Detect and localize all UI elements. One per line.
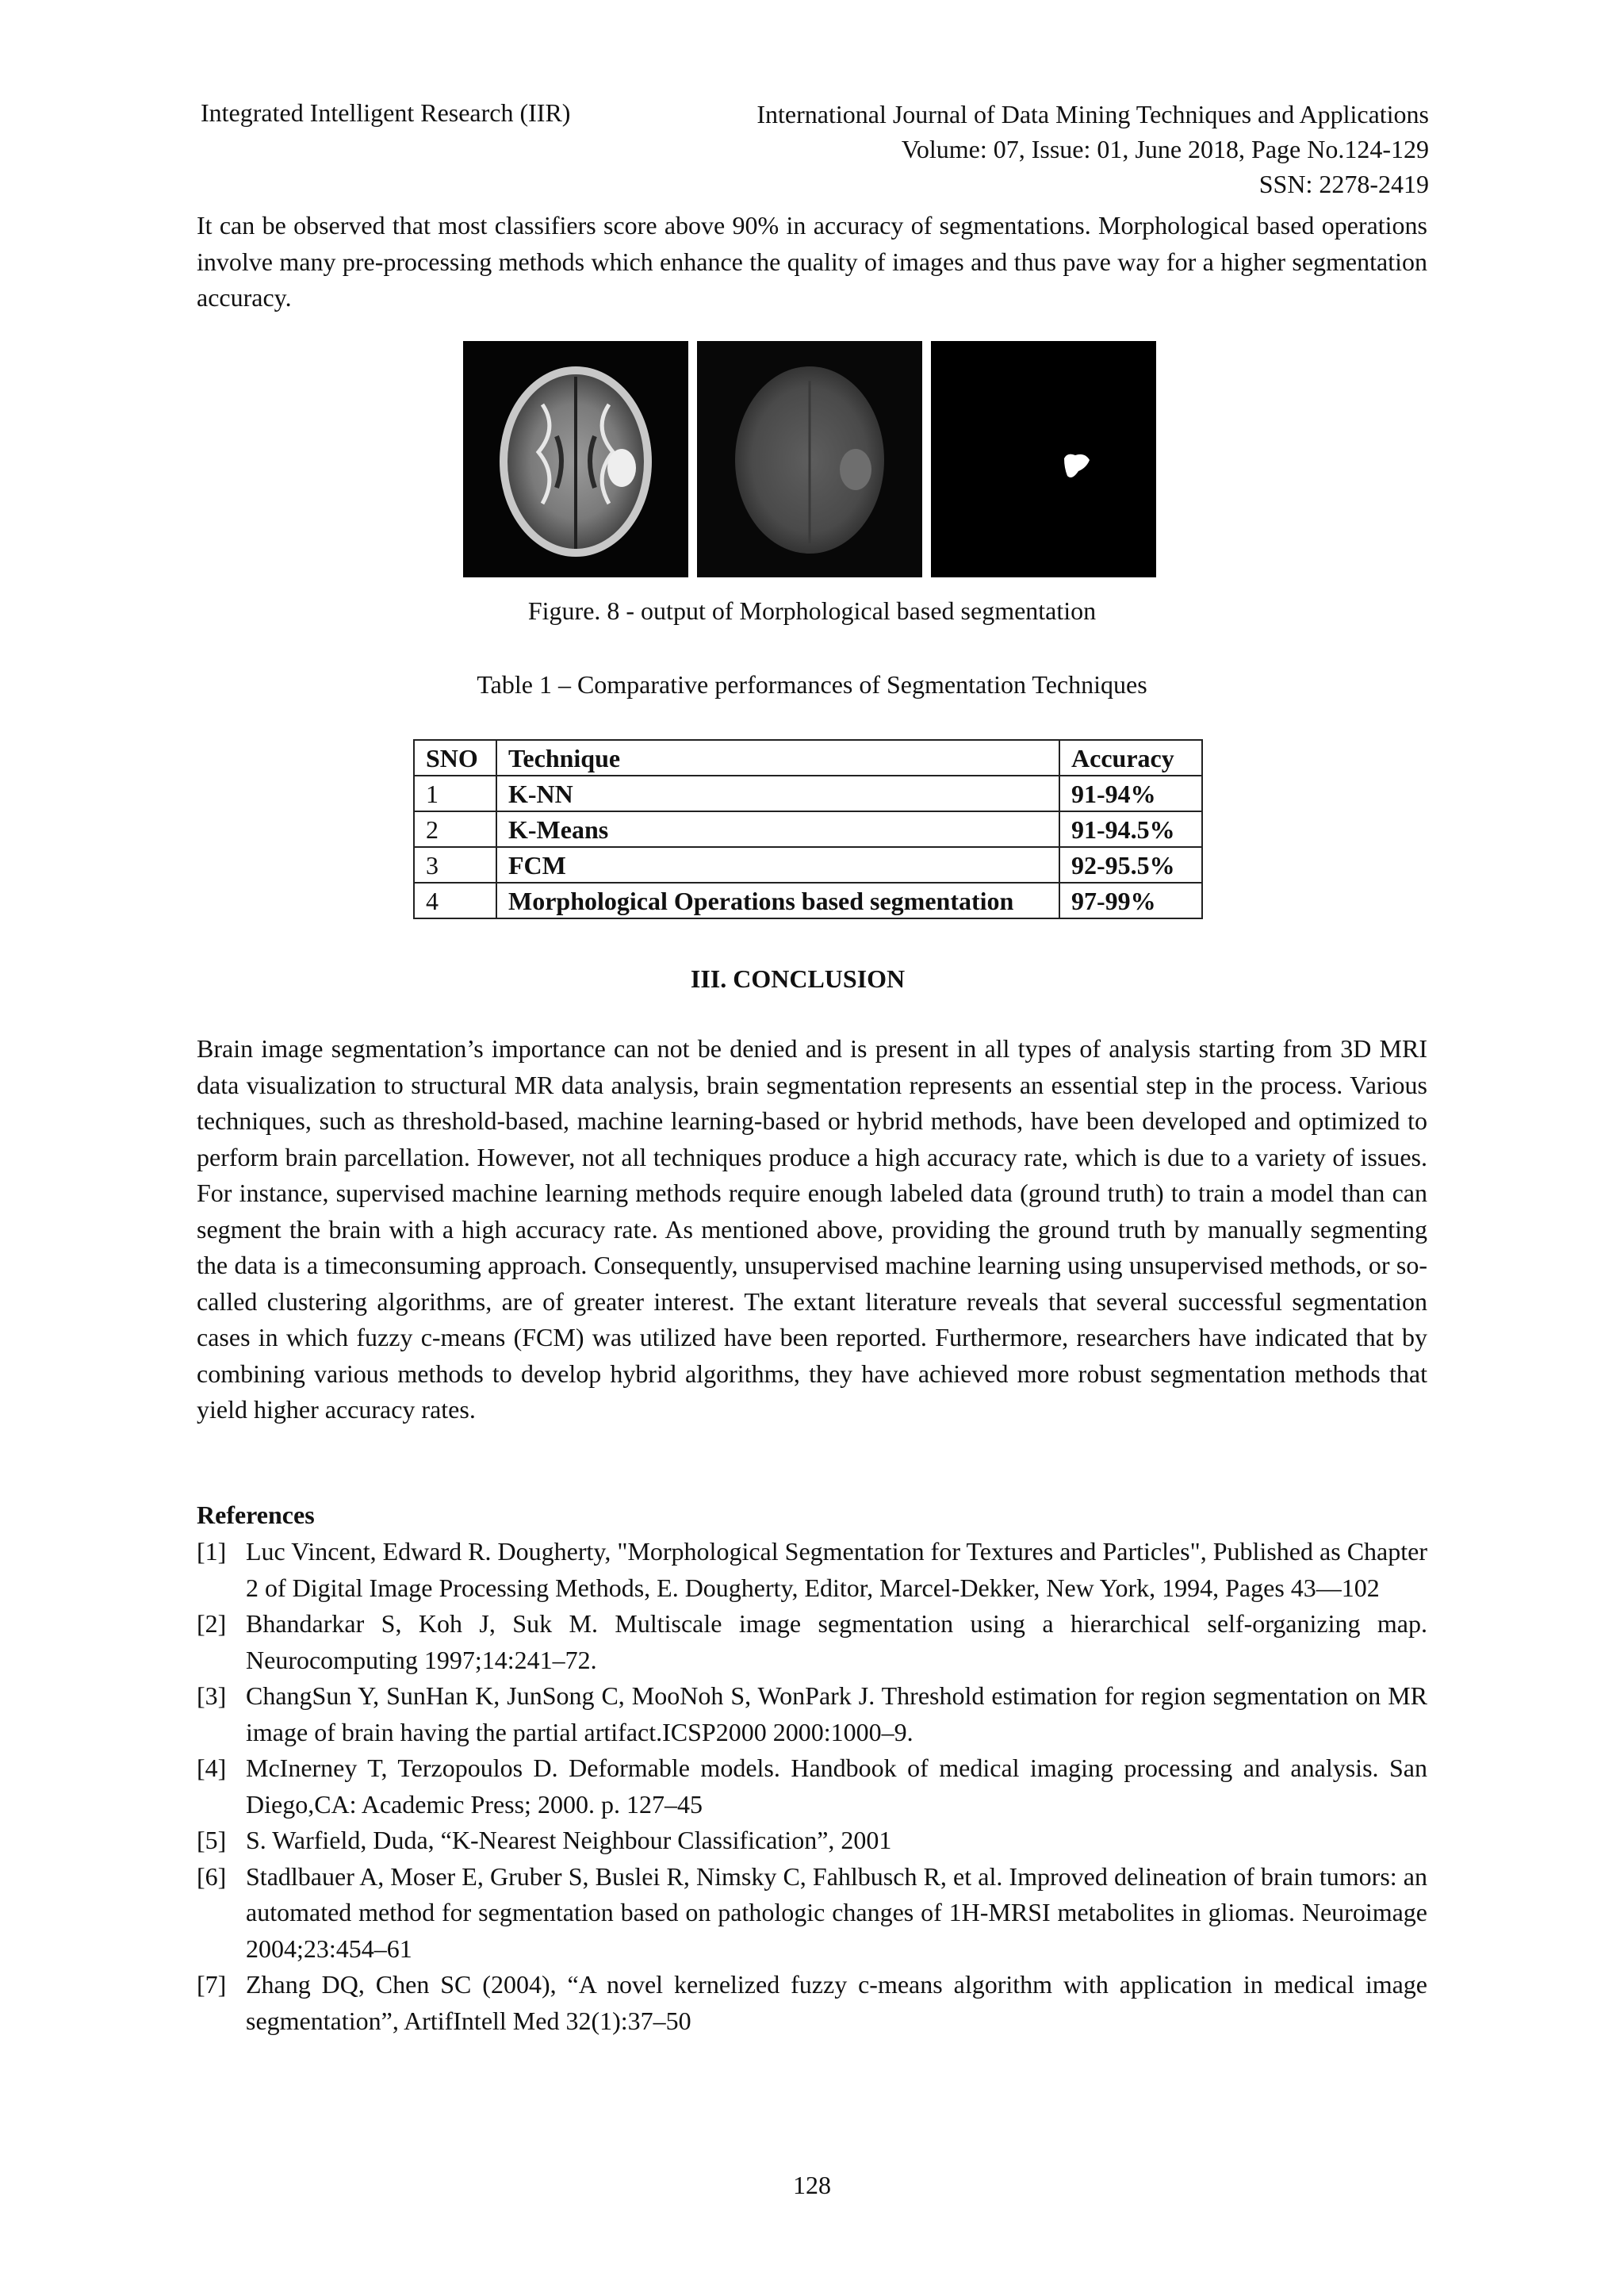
reference-number: [6] [197,1861,227,1891]
references-list [197,1534,1427,2039]
header-accuracy: Accuracy [1059,740,1202,776]
comparison-table [413,739,1203,919]
header-journal-left: Integrated Intelligent Research (IIR) [201,98,571,127]
mri-preprocessed-image [697,341,922,577]
reference-item [197,1534,1427,1606]
cell-technique: K-Means [496,811,1059,847]
table-header-row [414,740,1202,776]
header-journal-right [756,97,1429,201]
reference-item [197,1606,1427,1678]
reference-number: [5] [197,1826,227,1854]
cell-sno: 3 [414,847,496,883]
cell-sno: 1 [414,776,496,811]
reference-number: [7] [197,1970,227,1999]
table-row [414,811,1202,847]
reference-text: S. Warfield, Duda, “K-Nearest Neighbour Classification”, 2001 [246,1826,892,1854]
section-heading-conclusion: III. CONCLUSION [690,964,906,993]
reference-text: Stadlbauer A, Moser E, Gruber S, Buslei R, Nimsky C, Fahlbusch R, et al. Improved delineation of brain tumors: an automated method for segmentation based on pathologic changes of 1H-MRSI metabolites in gliomas. Neuroimage 2004;23:454–61 [246,1861,1427,1963]
header-journal-title: International Journal of Data Mining Techniques and Applications [756,100,1429,128]
table-row [414,847,1202,883]
header-sno: SNO [414,740,496,776]
reference-text: Zhang DQ, Chen SC (2004), “A novel kernelized fuzzy c-means algorithm with application in medical image segmentation”, ArtifIntell Med 32(1):37–50 [246,1970,1427,2035]
reference-item [197,1823,1427,1859]
table-row [414,883,1202,918]
header-technique: Technique [496,740,1059,776]
cell-technique: FCM [496,847,1059,883]
table-row [414,776,1202,811]
reference-number: [2] [197,1609,227,1638]
reference-text: McInerney T, Terzopoulos D. Deformable models. Handbook of medical imaging processing and analysis. San Diego,CA: Academic Press; 2000. p. 127–45 [246,1754,1427,1819]
reference-item [197,1678,1427,1750]
segmented-tumor-image [931,341,1156,577]
cell-accuracy: 92-95.5% [1059,847,1202,883]
reference-number: [1] [197,1537,227,1566]
cell-sno: 2 [414,811,496,847]
reference-item [197,1967,1427,2039]
header-issn: SSN: 2278-2419 [1258,170,1429,198]
cell-technique: K-NN [496,776,1059,811]
reference-number: [4] [197,1754,227,1782]
reference-number: [3] [197,1681,227,1710]
figure-caption: Figure. 8 - output of Morphological based segmentation [527,596,1097,625]
page-number: 128 [793,2171,831,2199]
cell-accuracy: 91-94.5% [1059,811,1202,847]
intro-paragraph: It can be observed that most classifiers score above 90% in accuracy of segmentations. Morphological based operations involve many pre-processing methods which enhance the quality of images and thus pave way for a higher segmentation accuracy. [197,211,1427,312]
cell-sno: 4 [414,883,496,918]
header-volume: Volume: 07, Issue: 01, June 2018, Page No.124-129 [901,135,1429,163]
conclusion-paragraph: Brain image segmentation’s importance can not be denied and is present in all types of analysis starting from 3D MRI data visualization to structural MR data analysis, brain segmentation represents an essential step in the process. Various techniques, such as threshold-based, machine learning-based or hybrid methods, have been developed and optimized to perform brain parcellation. However, not all techniques produce a high accuracy rate, which is due to a variety of issues. For instance, supervised machine learning methods require enough labeled data (ground truth) to train a model than can segment the brain with a high accuracy rate. As mentioned above, providing the ground truth by manually segmenting the data is a timeconsuming approach. Consequently, unsupervised machine learning using unsupervised methods, or so-called clustering algorithms, are of greater interest. The extant literature reveals that several successful segmentation cases in which fuzzy c-means (FCM) was utilized have been reported. Furthermore, researchers have indicated that by combining various methods to develop hybrid algorithms, they have achieved more robust segmentation methods that yield higher accuracy rates. [197,1034,1427,1424]
reference-item [197,1750,1427,1823]
cell-technique: Morphological Operations based segmentation [496,883,1059,918]
reference-item [197,1859,1427,1968]
reference-text: ChangSun Y, SunHan K, JunSong C, MooNoh S, WonPark J. Threshold estimation for region segmentation on MR image of brain having the partial artifact.ICSP2000 2000:1000–9. [246,1681,1427,1746]
table-caption: Table 1 – Comparative performances of Segmentation Techniques [477,670,1147,699]
cell-accuracy: 97-99% [1059,883,1202,918]
figure-8 [463,341,1156,579]
reference-text: Bhandarkar S, Koh J, Suk M. Multiscale image segmentation using a hierarchical self-organizing map. Neurocomputing 1997;14:241–72. [246,1609,1427,1674]
cell-accuracy: 91-94% [1059,776,1202,811]
mri-original-image [463,341,688,577]
references-heading: References [197,1501,315,1529]
reference-text: Luc Vincent, Edward R. Dougherty, "Morphological Segmentation for Textures and Particles", Published as Chapter 2 of Digital Image Processing Methods, E. Dougherty, Editor, Marcel-Dekker, New York, 1994, Pages 43—102 [246,1537,1427,1602]
